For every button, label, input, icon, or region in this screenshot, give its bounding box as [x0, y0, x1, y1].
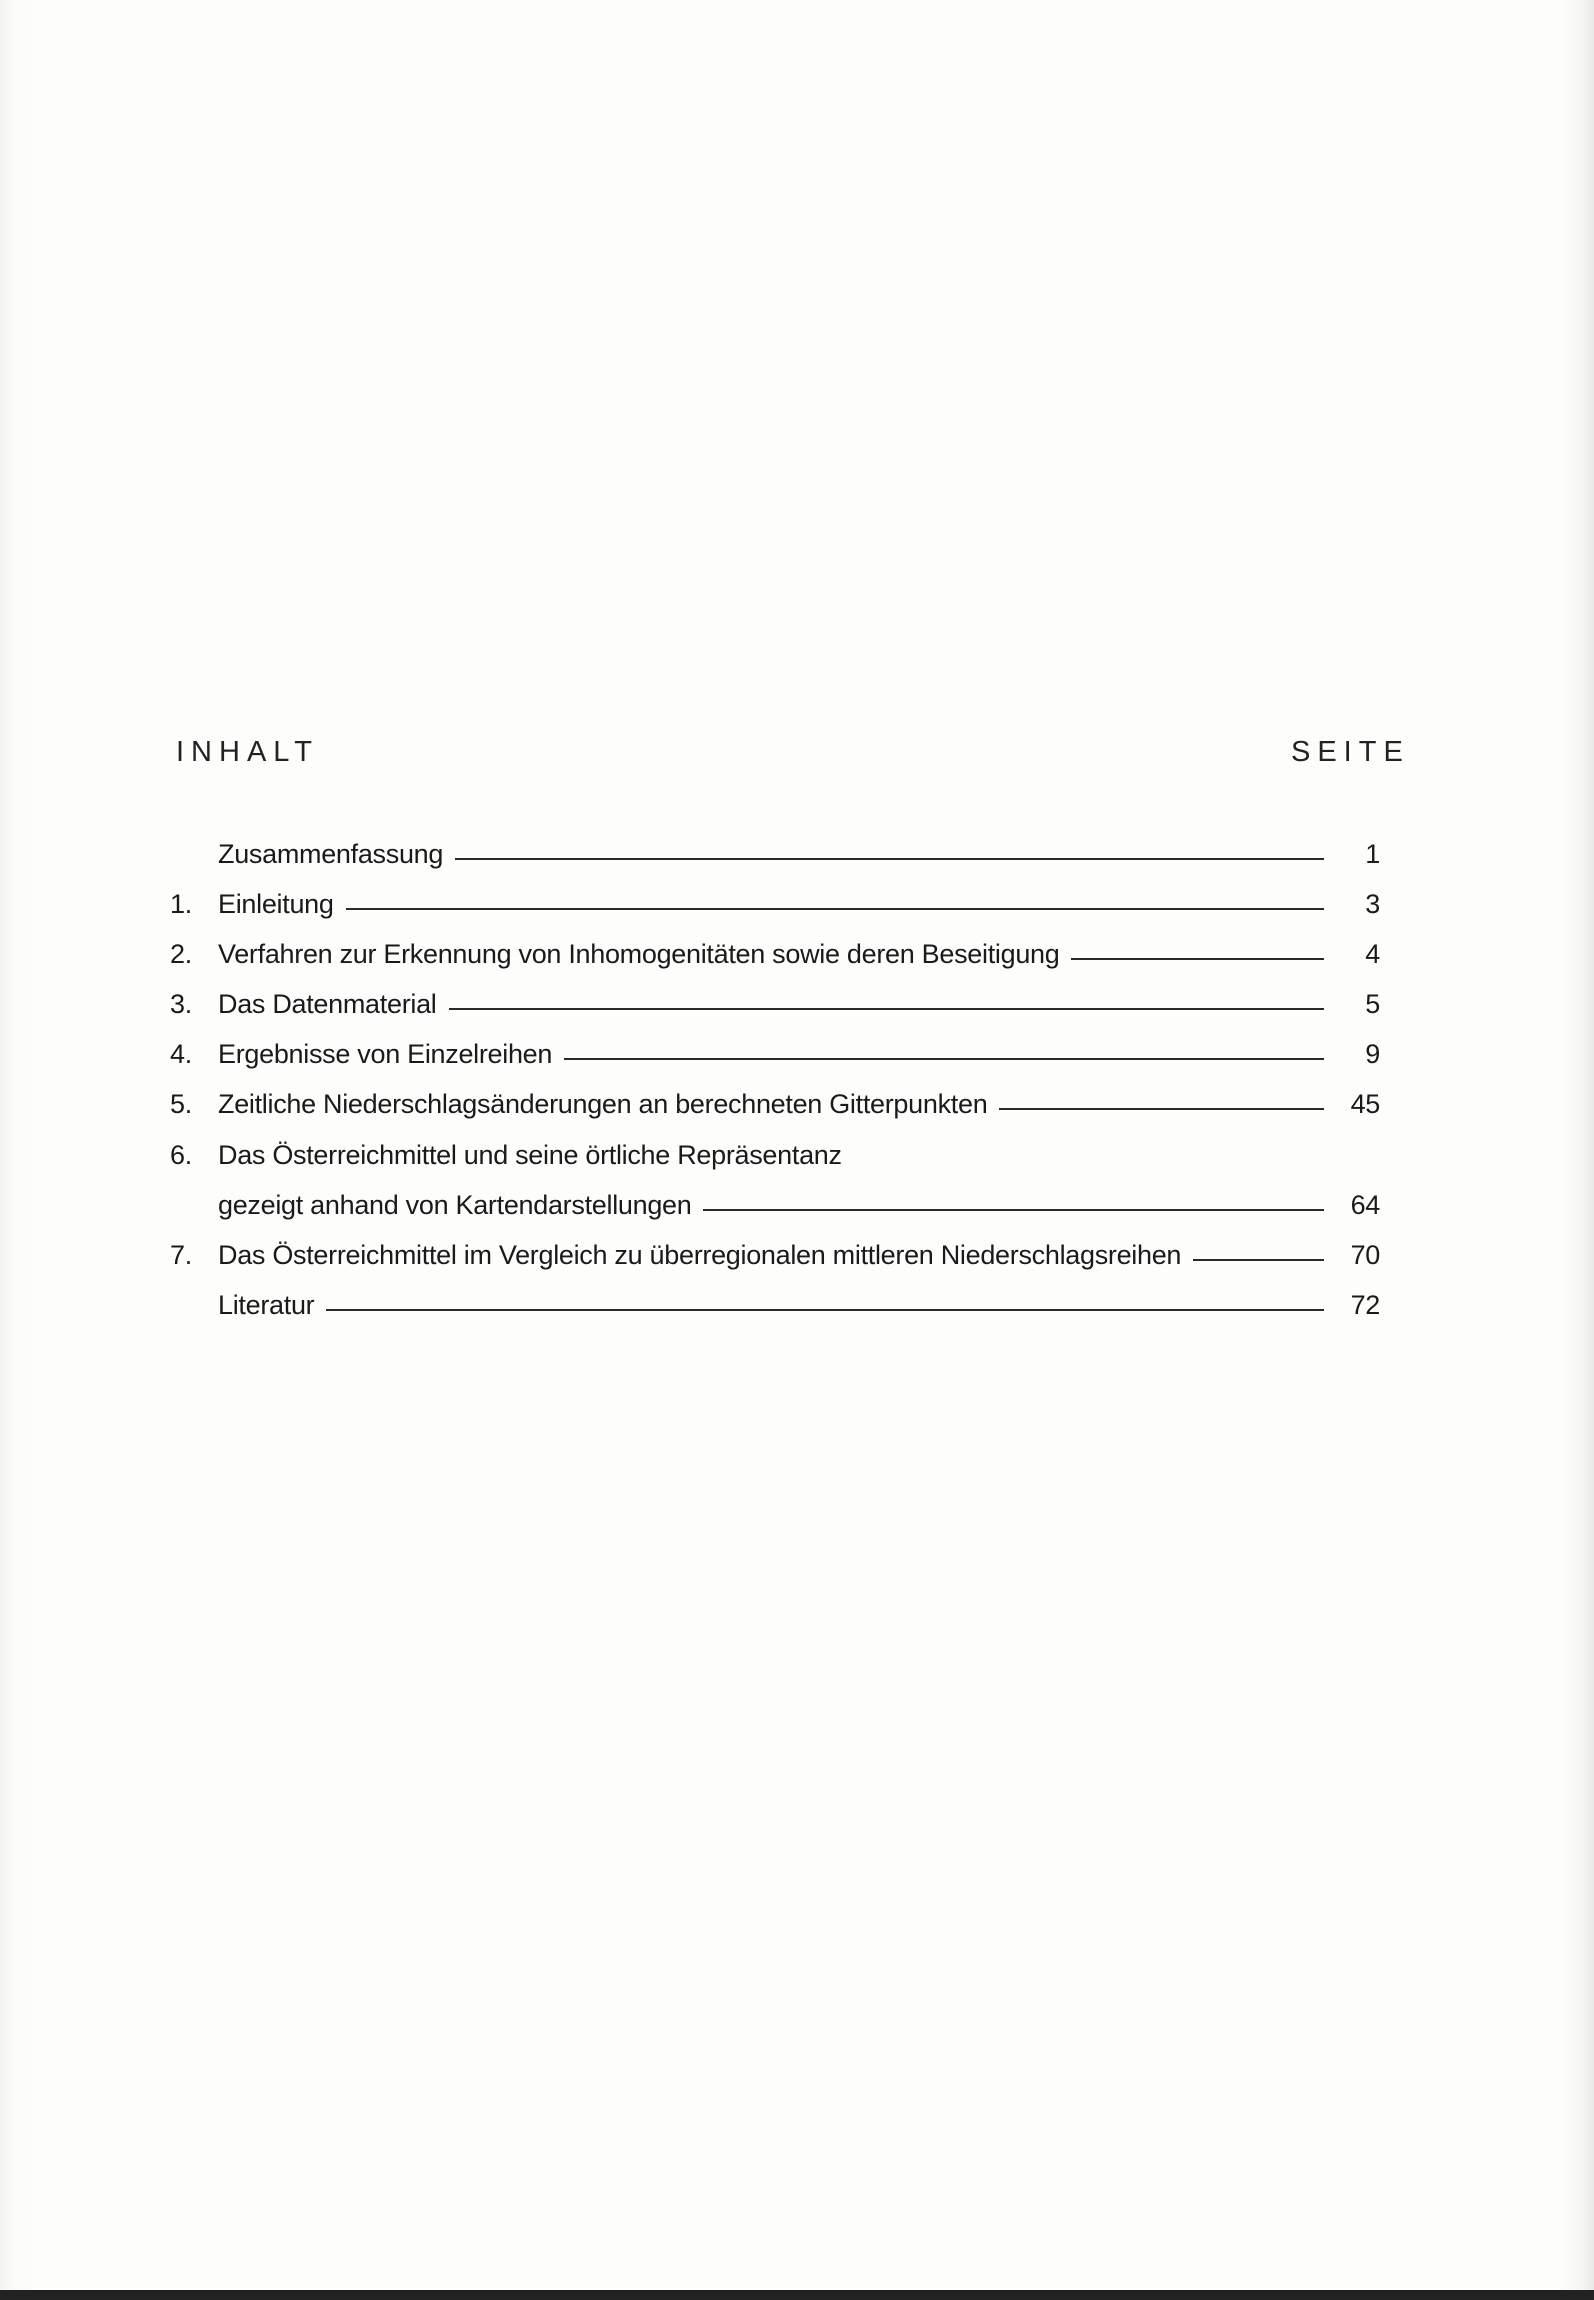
toc-entry: [170, 980, 1380, 1020]
toc-leader-line: [703, 1209, 1324, 1211]
toc-entry-number: 3.: [170, 989, 192, 1019]
toc-entry-number: 7.: [170, 1240, 192, 1270]
toc-leader-line: [1071, 958, 1324, 960]
toc-entry-title: Verfahren zur Erkennung von Inhomogenitäten sowie deren Beseitigung: [218, 939, 1060, 969]
toc-leader-line: [455, 858, 1324, 860]
toc-leader-line: [1193, 1259, 1324, 1261]
toc-entry: [170, 1281, 1380, 1321]
toc-entry-title: Das Österreichmittel im Vergleich zu überregionalen mittleren Niederschlagsreihen: [218, 1240, 1182, 1270]
toc-entry-title: Das Österreichmittel und seine örtliche Repräsentanz: [218, 1140, 842, 1170]
toc-entry-page: 45: [1350, 1089, 1380, 1119]
toc-entry: [170, 1131, 1380, 1171]
toc-entry-title: Ergebnisse von Einzelreihen: [218, 1039, 553, 1069]
toc-leader-line: [449, 1008, 1325, 1010]
contents-heading: INHALT: [176, 736, 319, 768]
toc-entry-page: 1: [1365, 839, 1380, 869]
toc-entry: [170, 930, 1380, 970]
toc-leader-line: [346, 908, 1324, 910]
page-column-heading: SEITE: [1291, 736, 1410, 768]
toc-entry-page: 64: [1350, 1190, 1380, 1220]
toc-entry-title: Zeitliche Niederschlagsänderungen an berechneten Gitterpunkten: [218, 1089, 988, 1119]
toc-entry-page: 3: [1365, 889, 1380, 919]
toc-leader-line: [564, 1058, 1324, 1060]
toc-entry-title: Das Datenmaterial: [218, 989, 437, 1019]
toc-entry: [170, 1080, 1380, 1120]
toc-entry-page: 5: [1365, 989, 1380, 1019]
toc-entry-page: 9: [1365, 1039, 1380, 1069]
toc-entry: [170, 1181, 1380, 1221]
toc-entry: [170, 1030, 1380, 1070]
toc-entry-title: gezeigt anhand von Kartendarstellungen: [218, 1190, 692, 1220]
toc-entry-title: Einleitung: [218, 889, 334, 919]
toc-entry-page: 72: [1350, 1290, 1380, 1320]
toc-entry-number: 5.: [170, 1089, 192, 1119]
toc-entry-number: 2.: [170, 939, 192, 969]
toc-entry-number: 4.: [170, 1039, 192, 1069]
toc-leader-line: [999, 1108, 1324, 1110]
toc-entry-page: 70: [1350, 1240, 1380, 1270]
toc-entry-title: Literatur: [218, 1290, 315, 1320]
scan-bottom-edge: [0, 2290, 1594, 2300]
toc-entry: [170, 880, 1380, 920]
toc-entry-page: 4: [1365, 939, 1380, 969]
toc-entry-number: 6.: [170, 1140, 192, 1170]
toc-entry: [170, 830, 1380, 870]
toc-leader-line: [326, 1309, 1324, 1311]
toc-entry-title: Zusammenfassung: [218, 839, 444, 869]
toc-entry-number: 1.: [170, 889, 192, 919]
toc-entry: [170, 1231, 1380, 1271]
